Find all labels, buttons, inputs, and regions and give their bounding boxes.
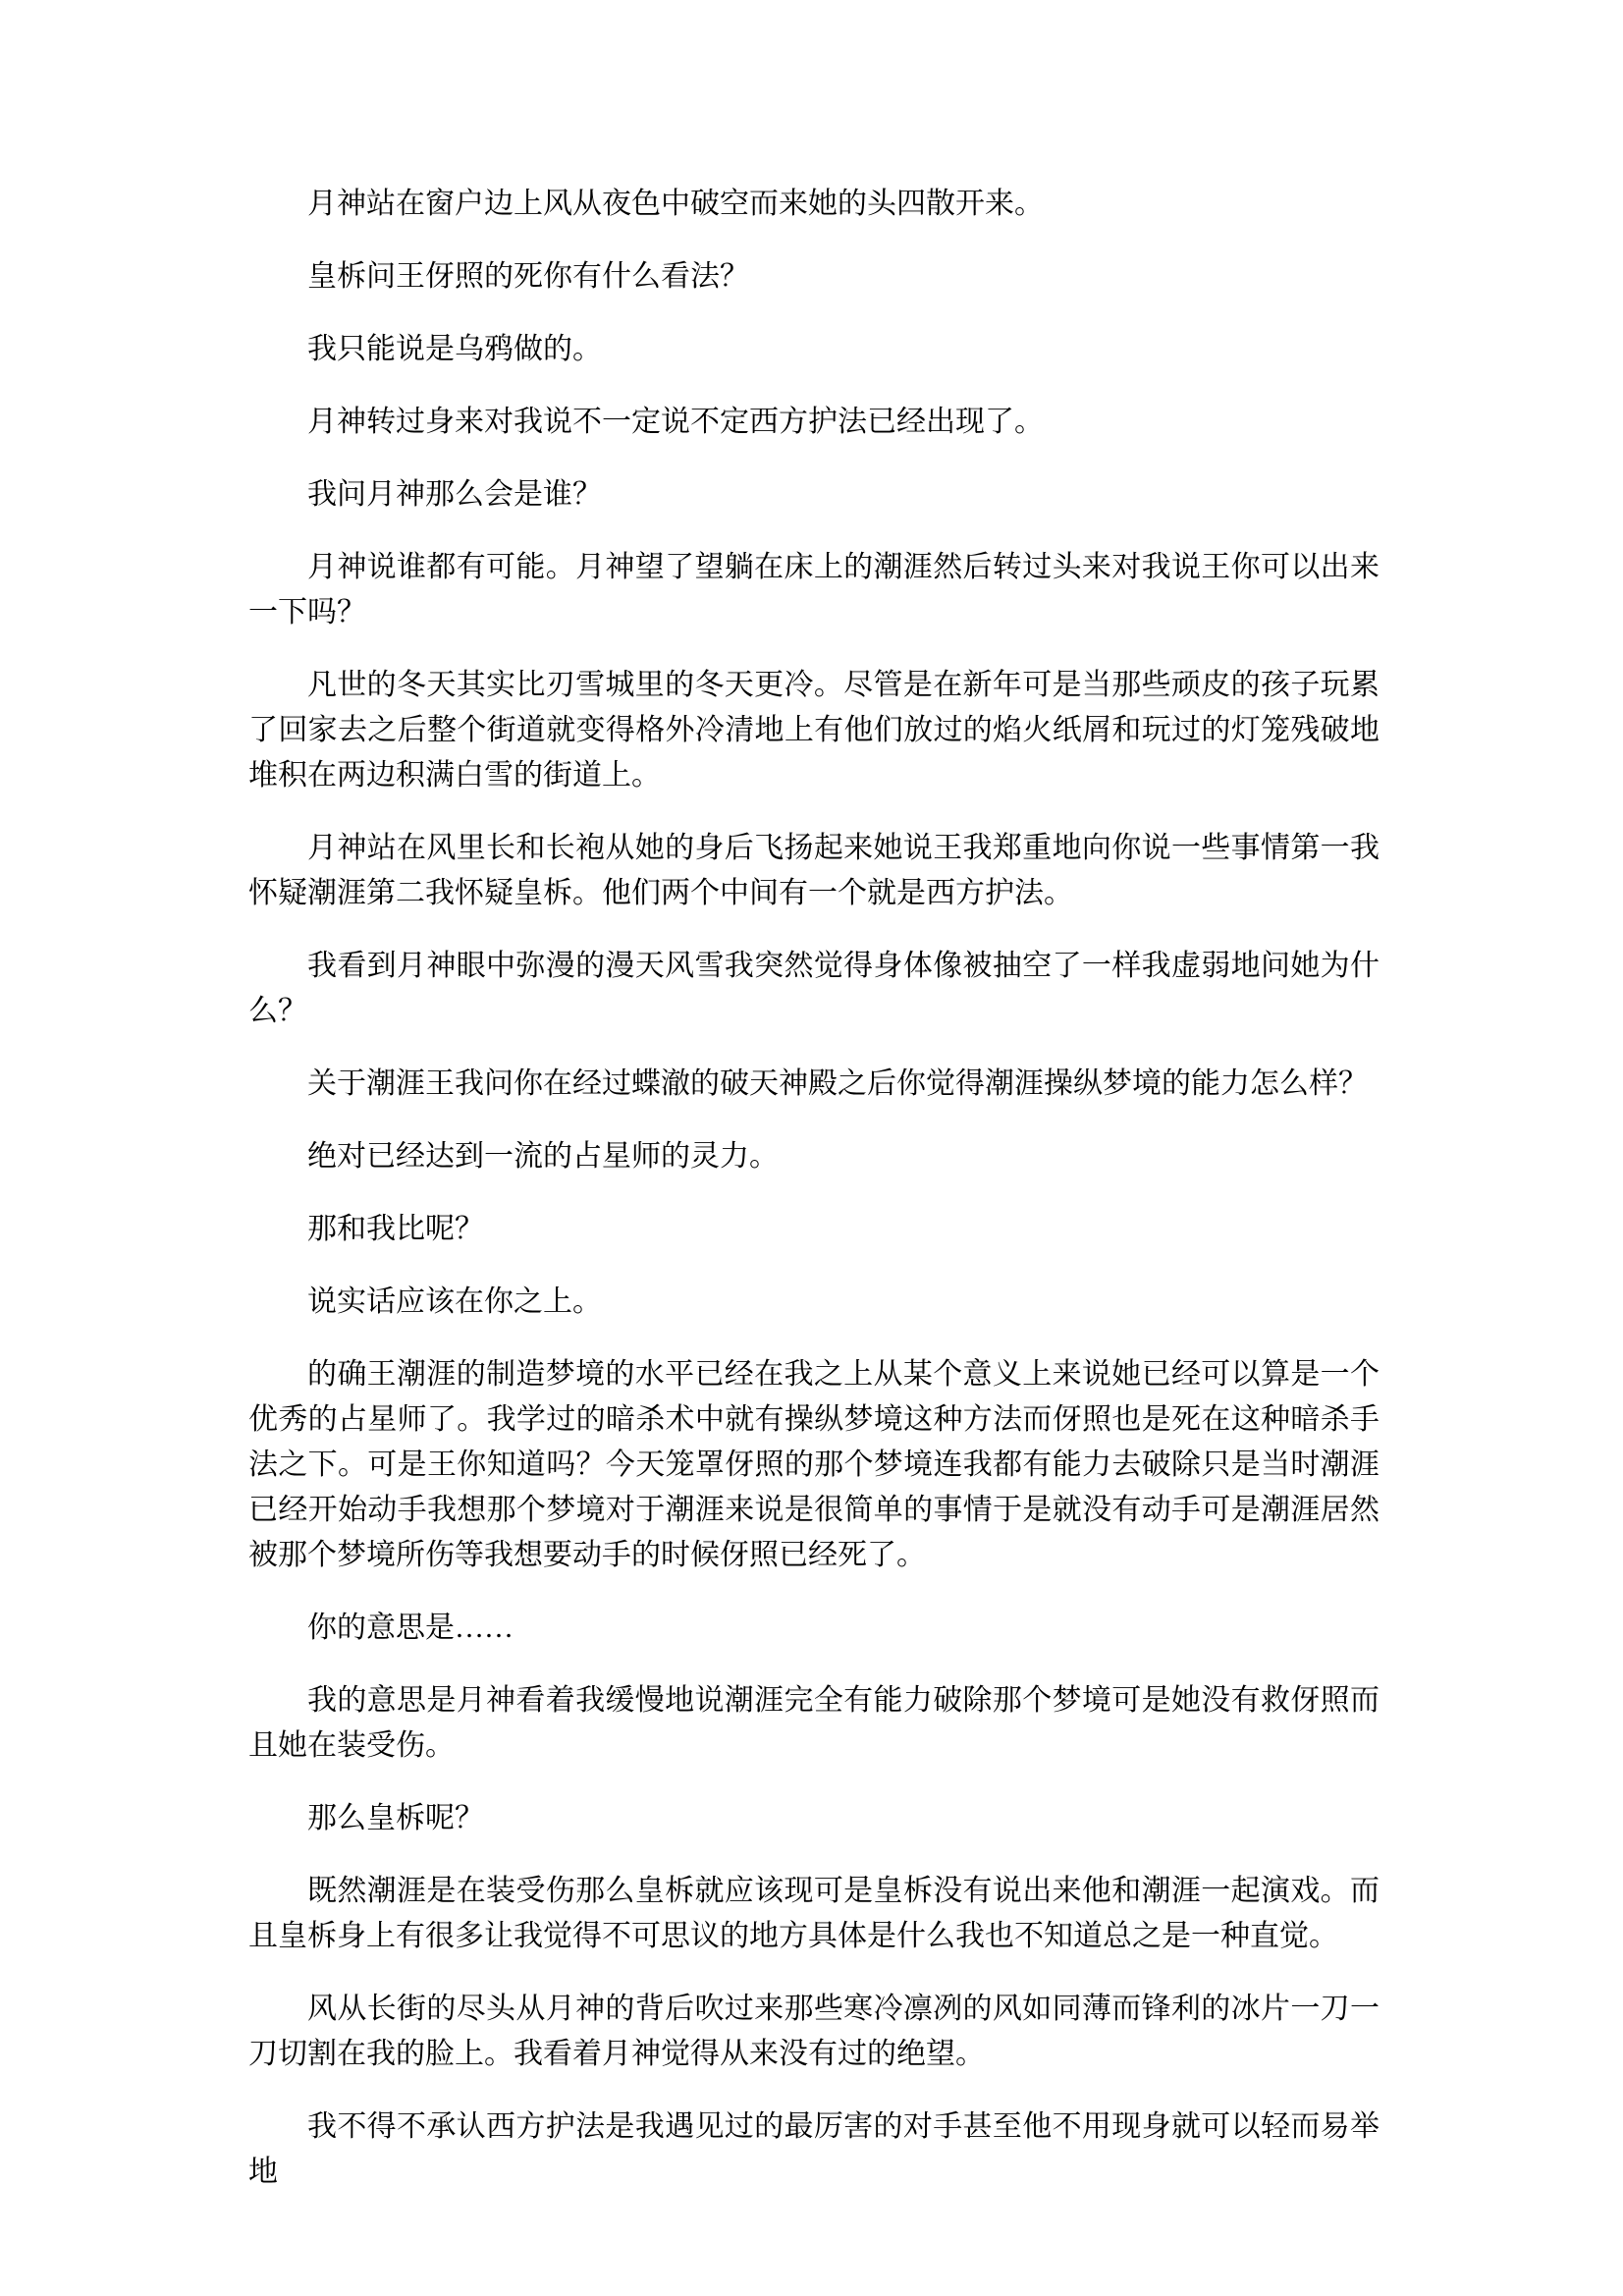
paragraph: 皇柝问王伢照的死你有什么看法？: [307, 260, 749, 293]
paragraph: 我只能说是乌鸦做的。: [307, 333, 602, 365]
paragraph: 你的意思是……: [307, 1612, 514, 1644]
paragraph: 月神站在风里长和长袍从她的身后飞扬起来她说王我郑重地向你说一些事情第一我怀疑潮涯第二我怀疑皇柝。他们两个中间有一个就是西方护法。: [248, 832, 1380, 909]
paragraph: 我不得不承认西方护法是我遇见过的最厉害的对手甚至他不用现身就可以轻而易举地: [248, 2110, 1380, 2188]
document-text-block: [248, 182, 1380, 2222]
paragraph: 月神说谁都有可能。月神望了望躺在床上的潮涯然后转过头来对我说王你可以出来一下吗？: [248, 551, 1380, 629]
paragraph: 月神转过身来对我说不一定说不定西方护法已经出现了。: [307, 406, 1044, 438]
paragraph: 说实话应该在你之上。: [307, 1285, 602, 1318]
paragraph: 那和我比呢？: [307, 1213, 484, 1245]
paragraph: 我问月神那么会是谁？: [307, 478, 602, 511]
paragraph: 我看到月神眼中弥漫的漫天风雪我突然觉得身体像被抽空了一样我虚弱地问她为什么？: [248, 950, 1380, 1027]
paragraph: 月神站在窗户边上风从夜色中破空而来她的头四散开来。: [307, 188, 1044, 220]
paragraph: 绝对已经达到一流的占星师的灵力。: [307, 1140, 779, 1173]
paragraph: 关于潮涯王我问你在经过蝶澈的破天神殿之后你觉得潮涯操纵梦境的能力怎么样？: [307, 1067, 1368, 1100]
paragraph: 风从长街的尽头从月神的背后吹过来那些寒冷凛冽的风如同薄而锋利的冰片一刀一刀切割在我的脸上。我看着月神觉得从来没有过的绝望。: [248, 1993, 1380, 2070]
paragraph: 那么皇柝呢？: [307, 1802, 484, 1834]
paragraph: 凡世的冬天其实比刃雪城里的冬天更冷。尽管是在新年可是当那些顽皮的孩子玩累了回家去之后整个街道就变得格外冷清地上有他们放过的焰火纸屑和玩过的灯笼残破地堆积在两边积满白雪的街道上。: [248, 669, 1380, 792]
paragraph: 的确王潮涯的制造梦境的水平已经在我之上从某个意义上来说她已经可以算是一个优秀的占星师了。我学过的暗杀术中就有操纵梦境这种方法而伢照也是死在这种暗杀手法之下。可是王你知道吗？今天笼罩伢照的那个梦境连我都有能力去破除只是当时潮涯已经开始动手我想那个梦境对于潮涯来说是很简单的事情于是就没有动手可是潮涯居然被那个梦境所伤等我想要动手的时候伢照已经死了。: [248, 1358, 1380, 1571]
paragraph: 我的意思是月神看着我缓慢地说潮涯完全有能力破除那个梦境可是她没有救伢照而且她在装受伤。: [248, 1684, 1380, 1762]
paragraph: 既然潮涯是在装受伤那么皇柝就应该现可是皇柝没有说出来他和潮涯一起演戏。而且皇柝身上有很多让我觉得不可思议的地方具体是什么我也不知道总之是一种直觉。: [248, 1875, 1380, 1952]
